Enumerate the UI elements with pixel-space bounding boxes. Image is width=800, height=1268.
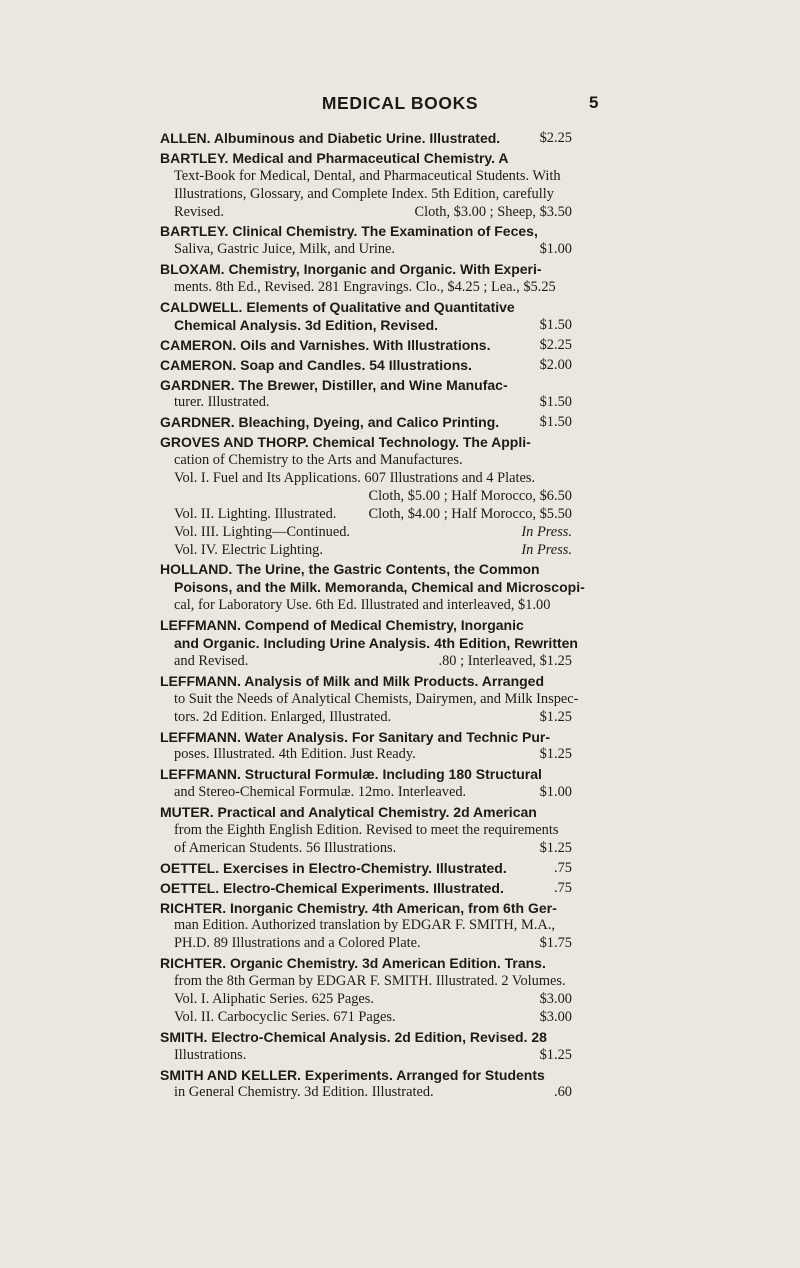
entry-price: Cloth, $5.00 ; Half Morocco, $6.50	[368, 487, 572, 504]
entry-text: in General Chemistry. 3d Edition. Illustrated.	[174, 1084, 434, 1101]
entry-text: of American Students. 56 Illustrations.	[174, 839, 397, 856]
entry-price: $2.00	[539, 356, 572, 373]
page-title: MEDICAL BOOKS	[321, 93, 479, 113]
book-entry	[160, 337, 572, 355]
entry-text: RICHTER. Inorganic Chemistry. 4th American, from 6th Ger-	[160, 899, 557, 916]
entry-text: CAMERON. Soap and Candles. 54 Illustrations.	[160, 356, 472, 373]
entry-text-line	[160, 186, 572, 204]
entry-text: SMITH AND KELLER. Experiments. Arranged for Students	[160, 1066, 545, 1083]
entry-text: HOLLAND. The Urine, the Gastric Contents, the Common	[160, 561, 540, 578]
book-entry	[160, 955, 572, 1027]
entry-heading-line	[160, 635, 578, 653]
entry-text-line	[160, 168, 572, 186]
book-entry	[160, 766, 572, 802]
book-entry	[160, 860, 572, 878]
entry-text: ALLEN. Albuminous and Diabetic Urine. Illustrated.	[160, 130, 501, 146]
entry-text: BLOXAM. Chemistry, Inorganic and Organic. With Experi-	[160, 261, 542, 278]
entry-text: man Edition. Authorized translation by EDGAR F. SMITH, M.A.,	[174, 917, 555, 934]
entry-price: .60	[554, 1084, 572, 1101]
book-entry	[160, 617, 578, 671]
entry-text-line	[160, 506, 572, 524]
entry-text: OETTEL. Electro-Chemical Experiments. Illustrated.	[160, 879, 504, 896]
entry-heading-line	[160, 261, 572, 279]
entry-price: Cloth, $3.00 ; Sheep, $3.50	[414, 203, 572, 220]
entry-heading-line	[160, 1067, 572, 1085]
entry-heading-line	[160, 900, 572, 918]
entry-heading-line	[160, 561, 572, 579]
entry-text-line	[160, 746, 572, 764]
entry-text: Illustrations, Glossary, and Complete Index. 5th Edition, carefully	[174, 185, 554, 202]
entry-price: $1.50	[539, 394, 572, 411]
page-number: 5	[589, 93, 599, 112]
book-entry	[160, 223, 572, 259]
entry-heading-line	[160, 766, 572, 784]
entry-heading-line	[160, 414, 572, 432]
entry-price: $1.25	[539, 708, 572, 725]
entry-text: Vol. I. Fuel and Its Applications. 607 Illustrations and 4 Plates.	[174, 470, 536, 487]
entry-text-line	[160, 822, 572, 840]
entry-price: .80 ; Interleaved, $1.25	[438, 652, 572, 669]
entry-price: $1.25	[539, 839, 572, 856]
entry-text: GROVES AND THORP. Chemical Technology. The Appli-	[160, 434, 531, 451]
entry-price: .75	[554, 879, 572, 896]
entry-text: LEFFMANN. Structural Formulæ. Including 180 Structural	[160, 766, 542, 783]
book-entry	[160, 804, 572, 858]
entry-price: $2.25	[539, 130, 572, 146]
entry-text: LEFFMANN. Water Analysis. For Sanitary and Technic Pur-	[160, 728, 550, 745]
entry-text: Vol. II. Lighting. Illustrated.	[174, 505, 337, 522]
entry-text: PH.D. 89 Illustrations and a Colored Plate.	[174, 935, 421, 952]
entry-text: and Stereo-Chemical Formulæ. 12mo. Interleaved.	[174, 784, 467, 801]
entry-heading-line	[160, 617, 572, 635]
entry-heading-line	[160, 579, 585, 597]
entry-text: SMITH. Electro-Chemical Analysis. 2d Edition, Revised. 28	[160, 1028, 547, 1045]
entry-price: $2.25	[539, 336, 572, 353]
book-entry	[160, 357, 572, 375]
entry-heading-line	[160, 223, 572, 241]
book-entry	[160, 299, 572, 335]
entry-text: Vol. IV. Electric Lighting.	[174, 541, 323, 558]
entry-text-line	[160, 991, 572, 1009]
entry-text: tors. 2d Edition. Enlarged, Illustrated.	[174, 708, 392, 725]
entry-price: In Press.	[521, 523, 572, 540]
entry-price: In Press.	[521, 541, 572, 558]
entry-price: Cloth, $4.00 ; Half Morocco, $5.50	[368, 505, 572, 522]
entry-text-line	[160, 394, 572, 412]
entry-price: $1.50	[539, 414, 572, 431]
entry-text: poses. Illustrated. 4th Edition. Just Ready.	[174, 746, 416, 763]
entry-heading-line	[160, 729, 572, 747]
entry-text-line	[160, 204, 572, 222]
entry-text: from the 8th German by EDGAR F. SMITH. Illustrated. 2 Volumes.	[174, 973, 566, 990]
entry-text: Saliva, Gastric Juice, Milk, and Urine.	[174, 241, 396, 258]
entry-text-line	[160, 1084, 572, 1102]
book-entry	[160, 1029, 572, 1065]
entry-text: BARTLEY. Medical and Pharmaceutical Chemistry. A	[160, 149, 509, 166]
entry-text-line	[160, 917, 572, 935]
entry-text-line	[160, 709, 572, 727]
entry-text-line	[160, 279, 572, 297]
entry-heading-line	[160, 299, 572, 317]
book-entry	[160, 729, 572, 765]
entry-price: $1.75	[539, 935, 572, 952]
book-entry	[160, 434, 572, 559]
entry-price: $1.00	[539, 241, 572, 258]
entry-heading-line	[160, 337, 572, 355]
entry-text-line	[160, 1009, 572, 1027]
entry-text: GARDNER. Bleaching, Dyeing, and Calico Printing.	[160, 414, 500, 431]
book-entry	[160, 880, 572, 898]
entry-heading-line	[160, 1029, 572, 1047]
entry-text: OETTEL. Exercises in Electro-Chemistry. Illustrated.	[160, 859, 507, 876]
entry-text-line	[160, 653, 572, 671]
entry-text-line	[160, 784, 572, 802]
book-entry	[160, 377, 572, 413]
book-entry	[160, 561, 585, 615]
entry-text: from the Eighth English Edition. Revised to meet the requirements	[174, 821, 559, 838]
entry-text: CAMERON. Oils and Varnishes. With Illustrations.	[160, 336, 491, 353]
entry-text: turer. Illustrated.	[174, 394, 270, 411]
entry-text: RICHTER. Organic Chemistry. 3d American Edition. Trans.	[160, 955, 546, 972]
entry-price: .75	[554, 859, 572, 876]
book-entry	[160, 261, 572, 297]
entry-text-line	[160, 935, 572, 953]
entry-text: Vol. III. Lighting—Continued.	[174, 523, 351, 540]
entry-text: to Suit the Needs of Analytical Chemists, Dairymen, and Milk Inspec-	[174, 690, 579, 707]
entry-text: LEFFMANN. Analysis of Milk and Milk Products. Arranged	[160, 672, 545, 689]
entry-text: Illustrations.	[174, 1046, 247, 1063]
entry-text: Vol. II. Carbocyclic Series. 671 Pages.	[174, 1008, 396, 1025]
entry-price: $1.50	[539, 316, 572, 333]
entry-price: $1.00	[539, 784, 572, 801]
entry-text-line	[160, 470, 572, 488]
entry-text-line	[160, 690, 579, 709]
entry-heading-line	[160, 804, 572, 822]
entry-heading-line	[160, 673, 572, 691]
entry-text: cal, for Laboratory Use. 6th Ed. Illustrated and interleaved, $1.00	[174, 597, 551, 614]
book-entry	[160, 672, 579, 727]
entry-text-line	[160, 488, 572, 506]
entry-heading-line	[160, 434, 572, 452]
entry-text: and Organic. Including Urine Analysis. 4th Edition, Rewritten	[174, 635, 578, 652]
entry-text: CALDWELL. Elements of Qualitative and Quantitative	[160, 299, 515, 316]
entry-price: $3.00	[539, 1008, 572, 1025]
book-entry	[160, 414, 572, 432]
entry-text-line	[160, 452, 572, 470]
entry-text: Chemical Analysis. 3d Edition, Revised.	[174, 316, 439, 333]
entry-text: and Revised.	[174, 652, 249, 669]
entry-price: $1.25	[539, 746, 572, 763]
entry-heading-line	[160, 377, 572, 395]
entry-text: Poisons, and the Milk. Memoranda, Chemical and Microscopi-	[174, 579, 585, 596]
entry-text: GARDNER. The Brewer, Distiller, and Wine Manufac-	[160, 376, 508, 393]
entry-text: Vol. I. Aliphatic Series. 625 Pages.	[174, 990, 374, 1007]
entry-text: Revised.	[174, 203, 224, 220]
entry-heading-line	[160, 955, 572, 973]
entry-text-line	[160, 840, 572, 858]
entry-text: ments. 8th Ed., Revised. 281 Engravings. Clo., $4.25 ; Lea., $5.25	[174, 279, 556, 296]
entry-price: $3.00	[539, 990, 572, 1007]
entry-text: MUTER. Practical and Analytical Chemistry. 2d American	[160, 804, 537, 821]
entry-heading-line	[160, 880, 572, 898]
entry-text: Text-Book for Medical, Dental, and Pharmaceutical Students. With	[174, 167, 561, 184]
entry-text-line	[160, 1047, 572, 1065]
entry-heading-line	[160, 860, 572, 878]
book-list	[160, 130, 585, 1104]
book-entry	[160, 900, 572, 954]
entry-text-line	[160, 524, 572, 542]
entry-heading-line	[160, 130, 572, 148]
entry-text-line	[160, 973, 572, 991]
book-entry	[160, 150, 572, 222]
entry-heading-line	[160, 357, 572, 375]
entry-text-line	[160, 241, 572, 259]
book-entry	[160, 130, 572, 148]
entry-text-line	[160, 597, 572, 615]
entry-heading-line	[160, 317, 572, 335]
entry-text: BARTLEY. Clinical Chemistry. The Examination of Feces,	[160, 223, 538, 240]
entry-heading-line	[160, 150, 572, 168]
entry-text: cation of Chemistry to the Arts and Manufactures.	[174, 452, 463, 469]
entry-text-line	[160, 542, 572, 560]
book-entry	[160, 1067, 572, 1103]
page-header	[0, 93, 800, 117]
entry-price: $1.25	[539, 1046, 572, 1063]
entry-text: LEFFMANN. Compend of Medical Chemistry, Inorganic	[160, 617, 524, 634]
